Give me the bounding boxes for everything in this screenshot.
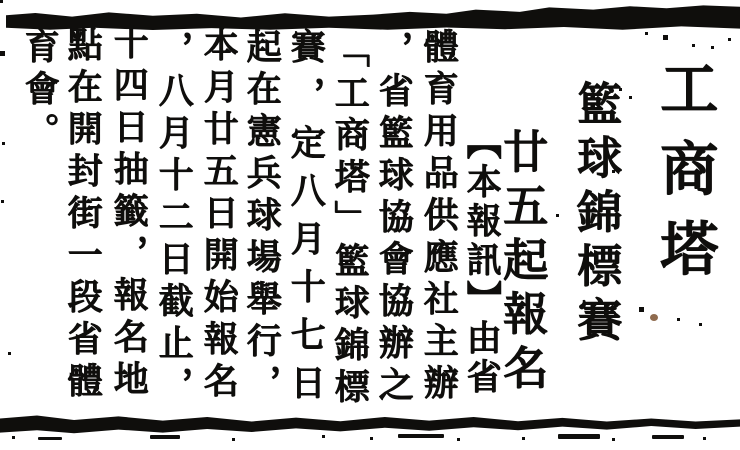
ink-smudge (558, 434, 600, 439)
article-column: 十四日抽籤，報名地 (109, 24, 148, 402)
article-column: 賽，定八月十七日 (286, 28, 325, 412)
ink-smudge (150, 435, 180, 439)
headline-subtitle: 籃球錦標賽 (570, 80, 620, 350)
ink-smudge (38, 437, 62, 440)
article-column: 「工商塔」籃球錦標 (330, 32, 369, 410)
paper-stain (650, 314, 658, 321)
headline-title: 工商塔 (651, 58, 716, 298)
article-column: 起在憲兵球場舉行， (242, 28, 281, 406)
ink-specks (0, 0, 3, 3)
article-column: 【本報訊】由省 (462, 124, 501, 397)
article-column: 育會。 (20, 28, 59, 154)
article-column: 體育用品供應社主辦 (419, 28, 458, 406)
ink-smudge (652, 435, 684, 439)
ink-smudge (398, 434, 444, 438)
article-column: 點在開封街一段省體 (63, 26, 102, 404)
headline-date-line: 廿五起報名 (496, 128, 546, 398)
article-column: 本月廿五日開始報名 (199, 26, 238, 404)
scan-edge-bottom (0, 408, 740, 438)
article-column: ，八月十二日截止， (154, 30, 193, 408)
article-column: ，省籃球協會協辦之 (374, 30, 413, 408)
